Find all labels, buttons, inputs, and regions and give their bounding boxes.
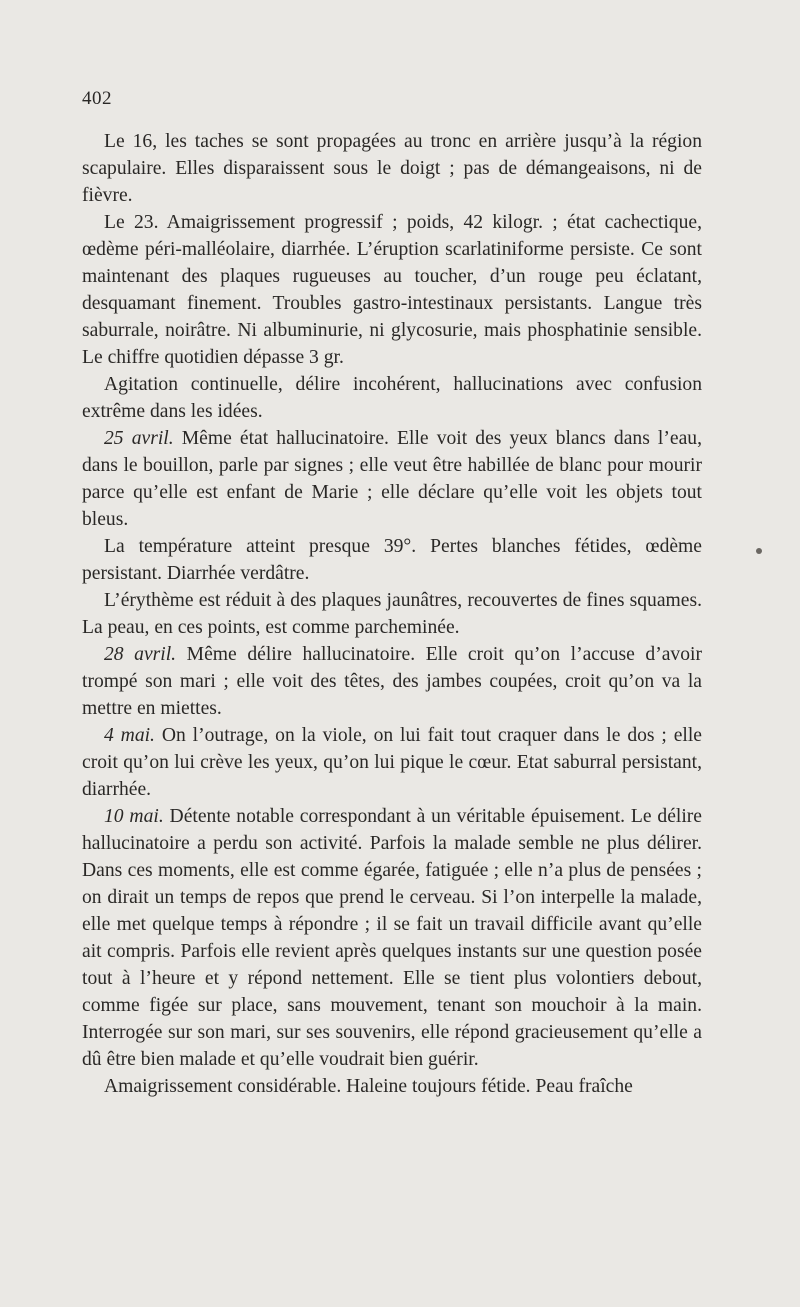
paragraph-date: 4 mai. [104,725,155,746]
paragraph-date: 25 avril. [104,428,174,449]
paragraph-text: Même état hallucinatoire. Elle voit des yeux blancs dans l’eau, dans le bouillon, parle par signes ; elle veut être habillée de blanc pour mourir parce qu’elle est enfant de Marie ; elle déclare qu’elle voit les objets tout bleus. [82,428,702,530]
body-text [82,128,702,1100]
paragraph [82,803,702,1073]
paragraph [82,128,702,209]
paragraph [82,209,702,371]
paragraph [82,425,702,533]
paragraph-text: La température atteint presque 39°. Pertes blanches fétides, œdème persistant. Diarrhée verdâtre. [82,536,702,584]
paragraph-text: Même délire hallucinatoire. Elle croit qu’on l’accuse d’avoir trompé son mari ; elle voit des têtes, des jambes coupées, croit qu’on va la mettre en miettes. [82,644,702,719]
paragraph-text: Le 16, les taches se sont propagées au tronc en arrière jusqu’à la région scapulaire. Elles disparaissent sous le doigt ; pas de démangeaisons, ni de fièvre. [82,131,702,206]
paragraph [82,533,702,587]
paragraph-text: L’érythème est réduit à des plaques jaunâtres, recouvertes de fines squames. La peau, en ces points, est comme parcheminée. [82,590,702,638]
page-number: 402 [82,88,112,109]
paragraph-text: Le 23. Amaigrissement progressif ; poids, 42 kilogr. ; état cachectique, œdème péri-malléolaire, diarrhée. L’éruption scarlatiniforme persiste. Ce sont maintenant des plaques rugueuses au toucher, d’un rouge peu éclatant, desquamant finement. Troubles gastro-intestinaux persistants. Langue très saburrale, noirâtre. Ni albuminurie, ni glycosurie, mais phosphatinie sensible. Le chiffre quotidien dépasse 3 gr. [82,212,702,368]
ink-speck [756,548,762,554]
paragraph [82,587,702,641]
paragraph-text: On l’outrage, on la viole, on lui fait tout craquer dans le dos ; elle croit qu’on lui crève les yeux, qu’on lui pique le cœur. Etat saburral persistant, diarrhée. [82,725,702,800]
paragraph-date: 10 mai. [104,806,164,827]
paragraph [82,641,702,722]
paragraph [82,371,702,425]
paragraph-text: Détente notable correspondant à un véritable épuisement. Le délire hallucinatoire a perdu son activité. Parfois la malade semble ne plus délirer. Dans ces moments, elle est comme égarée, fatiguée ; elle n’a plus de pensées ; on dirait un temps de repos que prend le cerveau. Si l’on interpelle la malade, elle met quelque temps à répondre ; il se fait un travail difficile avant qu’elle ait compris. Parfois elle revient après quelques instants sur une question posée tout à l’heure et y répond nettement. Elle se tient plus volontiers debout, comme figée sur place, sans mouvement, tenant son mouchoir à la main. Interrogée sur son mari, sur ses souvenirs, elle répond gracieusement qu’elle a dû être bien malade et qu’elle voudrait bien guérir. [82,806,703,1070]
paragraph-date: 28 avril. [104,644,177,665]
paragraph-text: Amaigrissement considérable. Haleine toujours fétide. Peau fraîche [104,1076,633,1097]
paragraph [82,1073,702,1100]
paragraph-text: Agitation continuelle, délire incohérent, hallucinations avec confusion extrême dans les idées. [82,374,702,422]
paragraph [82,722,702,803]
